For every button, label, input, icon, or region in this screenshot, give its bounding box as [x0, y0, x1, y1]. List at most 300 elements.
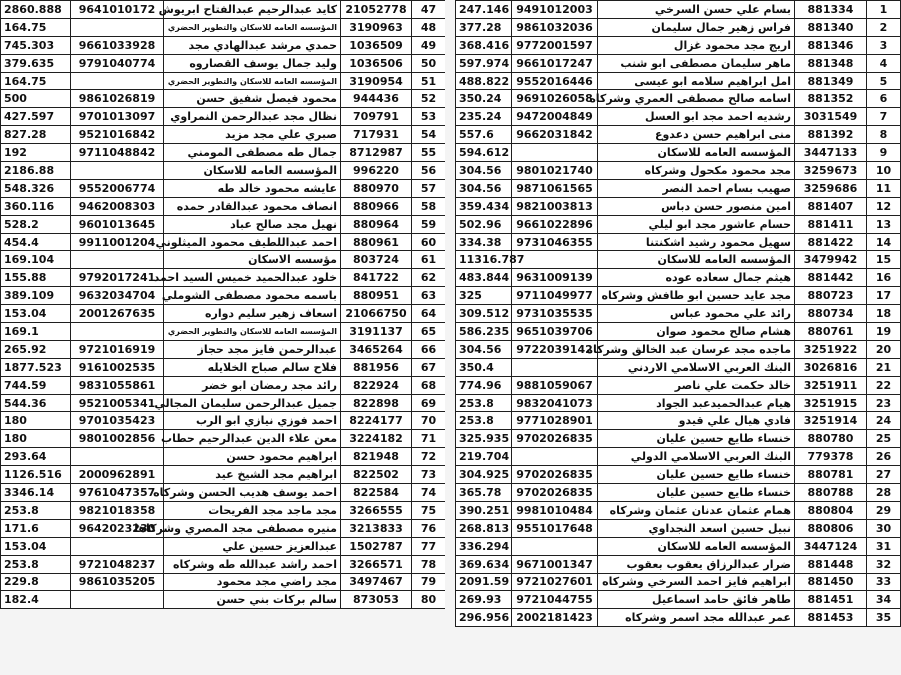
amount-cell: 483.844 [456, 269, 512, 287]
national-id-cell [71, 323, 164, 341]
national-id-cell: 9642023230 [71, 519, 164, 537]
code-cell: 880788 [795, 484, 867, 502]
table-row [456, 269, 901, 287]
serial-cell: 30 [867, 519, 901, 537]
code-cell: 3026816 [795, 358, 867, 376]
national-id-cell [512, 448, 598, 466]
code-cell: 881346 [795, 36, 867, 54]
national-id-cell [71, 591, 164, 609]
code-cell: 822898 [341, 394, 412, 412]
name-cell: باسمه محمود مصطفى الشوملي [164, 287, 341, 305]
table-row [456, 54, 901, 72]
national-id-cell [512, 358, 598, 376]
amount-cell: 180 [1, 412, 71, 430]
name-cell: رائد علي محمود عباس [598, 305, 795, 323]
name-cell: مجد محمود مكحول وشركاه [598, 162, 795, 180]
table-row [1, 448, 446, 466]
serial-cell: 15 [867, 251, 901, 269]
national-id-cell [71, 448, 164, 466]
code-cell: 822502 [341, 466, 412, 484]
code-cell: 3465264 [341, 340, 412, 358]
amount-cell: 325.935 [456, 430, 512, 448]
code-cell: 881956 [341, 358, 412, 376]
national-id-cell: 9881059067 [512, 376, 598, 394]
table-row [456, 197, 901, 215]
code-cell: 3447124 [795, 537, 867, 555]
serial-cell: 29 [867, 501, 901, 519]
national-id-cell: 9772001597 [512, 36, 598, 54]
table-row [1, 18, 446, 36]
amount-cell: 265.92 [1, 340, 71, 358]
national-id-cell [71, 537, 164, 555]
amount-cell: 309.512 [456, 305, 512, 323]
code-cell: 21052778 [341, 1, 412, 19]
name-cell: فلاح سالم صباح الخلايله [164, 358, 341, 376]
code-cell: 3266571 [341, 555, 412, 573]
table-row [456, 215, 901, 233]
code-cell: 880780 [795, 430, 867, 448]
national-id-cell: 9821018358 [71, 501, 164, 519]
serial-cell: 69 [412, 394, 446, 412]
name-cell: انصاف محمود عبدالقادر حمده [164, 197, 341, 215]
name-cell: ابراهيم مجد الشيخ عيد [164, 466, 341, 484]
code-cell: 3266555 [341, 501, 412, 519]
serial-cell: 66 [412, 340, 446, 358]
name-cell: البنك العربي الاسلامي الاردني [598, 358, 795, 376]
serial-cell: 31 [867, 537, 901, 555]
name-cell: المؤسسه العامه للاسكان [164, 162, 341, 180]
national-id-cell: 9831055861 [71, 376, 164, 394]
table-row [456, 323, 901, 341]
table-row [456, 72, 901, 90]
name-cell: محمود فيصل شفيق حسن [164, 90, 341, 108]
name-cell: فراس زهير جمال سليمان [598, 18, 795, 36]
national-id-cell: 9911001204 [71, 233, 164, 251]
code-cell: 996220 [341, 162, 412, 180]
table-row [456, 466, 901, 484]
name-cell: سهيل محمود رشيد اشكنتنا [598, 233, 795, 251]
serial-cell: 11 [867, 179, 901, 197]
amount-cell: 304.56 [456, 179, 512, 197]
table-row [1, 54, 446, 72]
code-cell: 3190954 [341, 72, 412, 90]
amount-cell: 325 [456, 287, 512, 305]
serial-cell: 50 [412, 54, 446, 72]
serial-cell: 22 [867, 376, 901, 394]
national-id-cell: 9861032036 [512, 18, 598, 36]
code-cell: 880970 [341, 179, 412, 197]
amount-cell: 502.96 [456, 215, 512, 233]
amount-cell: 359.434 [456, 197, 512, 215]
table-row [456, 501, 901, 519]
table-row [1, 126, 446, 144]
amount-cell: 169.104 [1, 251, 71, 269]
code-cell: 881392 [795, 126, 867, 144]
name-cell: عايشه محمود خالد طه [164, 179, 341, 197]
serial-cell: 53 [412, 108, 446, 126]
national-id-cell: 9702026835 [512, 484, 598, 502]
serial-cell: 77 [412, 537, 446, 555]
name-cell: خلود عبدالحميد خميس السيد احمد [164, 269, 341, 287]
code-cell: 881334 [795, 1, 867, 19]
table-row [456, 233, 901, 251]
serial-cell: 57 [412, 179, 446, 197]
amount-cell: 304.56 [456, 162, 512, 180]
national-id-cell: 9832041073 [512, 394, 598, 412]
national-id-cell: 9701035423 [71, 412, 164, 430]
name-cell: المؤسسه العامه للاسكان والتطوير الحضري [164, 18, 341, 36]
serial-cell: 70 [412, 412, 446, 430]
national-id-cell: 9821003813 [512, 197, 598, 215]
name-cell: احمد عبداللطيف محمود الميثلوني [164, 233, 341, 251]
serial-cell: 47 [412, 1, 446, 19]
table-row [456, 1, 901, 19]
table-row [456, 179, 901, 197]
table-row [1, 358, 446, 376]
serial-cell: 71 [412, 430, 446, 448]
name-cell: وليد جمال يوسف القصاروه [164, 54, 341, 72]
code-cell: 881352 [795, 90, 867, 108]
table-row [1, 233, 446, 251]
name-cell: هيام عبدالحميدعبد الجواد [598, 394, 795, 412]
serial-cell: 62 [412, 269, 446, 287]
code-cell: 3251914 [795, 412, 867, 430]
serial-cell: 72 [412, 448, 446, 466]
amount-cell: 594.612 [456, 144, 512, 162]
code-cell: 709791 [341, 108, 412, 126]
national-id-cell: 9861026819 [71, 90, 164, 108]
code-cell: 3251915 [795, 394, 867, 412]
serial-cell: 10 [867, 162, 901, 180]
national-id-cell: 9671001347 [512, 555, 598, 573]
table-row [456, 376, 901, 394]
name-cell: نظال مجد عبدالرحمن النمراوي [164, 108, 341, 126]
serial-cell: 28 [867, 484, 901, 502]
serial-cell: 52 [412, 90, 446, 108]
table-row [1, 591, 446, 609]
serial-cell: 65 [412, 323, 446, 341]
table-row [456, 340, 901, 358]
table-row [456, 251, 901, 269]
code-cell: 881442 [795, 269, 867, 287]
code-cell: 8712987 [341, 144, 412, 162]
name-cell: هيثم جمال سعاده عوده [598, 269, 795, 287]
code-cell: 3479942 [795, 251, 867, 269]
table-row [456, 90, 901, 108]
name-cell: المؤسسه العامه للاسكان [598, 144, 795, 162]
table-row [1, 376, 446, 394]
table-row [1, 323, 446, 341]
national-id-cell [71, 162, 164, 180]
national-id-cell: 9701013097 [71, 108, 164, 126]
serial-cell: 74 [412, 484, 446, 502]
serial-cell: 73 [412, 466, 446, 484]
serial-cell: 2 [867, 18, 901, 36]
table-row [456, 305, 901, 323]
national-id-cell [512, 144, 598, 162]
amount-cell: 336.294 [456, 537, 512, 555]
amount-cell: 377.28 [456, 18, 512, 36]
name-cell: مؤسسه الاسكان [164, 251, 341, 269]
national-id-cell: 9721016919 [71, 340, 164, 358]
name-cell: حمدي مرشد عبدالهادي مجد [164, 36, 341, 54]
code-cell: 881407 [795, 197, 867, 215]
name-cell: المؤسسه العامه للاسكان والتطوير الحضري [164, 323, 341, 341]
amount-cell: 827.28 [1, 126, 71, 144]
table-row [456, 358, 901, 376]
national-id-cell: 9661033928 [71, 36, 164, 54]
amount-cell: 235.24 [456, 108, 512, 126]
table-row [1, 215, 446, 233]
code-cell: 3190963 [341, 18, 412, 36]
serial-cell: 35 [867, 609, 901, 627]
serial-cell: 16 [867, 269, 901, 287]
amount-cell: 586.235 [456, 323, 512, 341]
table-row [1, 430, 446, 448]
code-cell: 717931 [341, 126, 412, 144]
serial-cell: 7 [867, 108, 901, 126]
table-row [1, 340, 446, 358]
amount-cell: 744.59 [1, 376, 71, 394]
serial-cell: 5 [867, 72, 901, 90]
serial-cell: 76 [412, 519, 446, 537]
code-cell: 1036509 [341, 36, 412, 54]
national-id-cell: 9462008303 [71, 197, 164, 215]
name-cell: سالم بركات بني حسن [164, 591, 341, 609]
serial-cell: 63 [412, 287, 446, 305]
national-id-cell: 9861035205 [71, 573, 164, 591]
national-id-cell [512, 251, 598, 269]
amount-cell: 390.251 [456, 501, 512, 519]
table-row [1, 573, 446, 591]
serial-cell: 6 [867, 90, 901, 108]
table-right-body [456, 1, 901, 627]
national-id-cell: 9711049977 [512, 287, 598, 305]
table-row [1, 287, 446, 305]
amount-cell: 2860.888 [1, 1, 71, 19]
table-row [456, 537, 901, 555]
table-row [456, 144, 901, 162]
national-id-cell: 9552016446 [512, 72, 598, 90]
name-cell: بسام علي حسن السرخي [598, 1, 795, 19]
table-row [456, 18, 901, 36]
amount-cell: 268.813 [456, 519, 512, 537]
code-cell: 881340 [795, 18, 867, 36]
national-id-cell: 9521005341 [71, 394, 164, 412]
name-cell: امين منصور حسن دباس [598, 197, 795, 215]
table-row [1, 466, 446, 484]
serial-cell: 48 [412, 18, 446, 36]
amount-cell: 11316.787 [456, 251, 512, 269]
code-cell: 881348 [795, 54, 867, 72]
national-id-cell [512, 537, 598, 555]
amount-cell: 544.36 [1, 394, 71, 412]
amount-cell: 182.4 [1, 591, 71, 609]
serial-cell: 24 [867, 412, 901, 430]
name-cell: صهيب بسام احمد النصر [598, 179, 795, 197]
code-cell: 821948 [341, 448, 412, 466]
code-cell: 841722 [341, 269, 412, 287]
national-id-cell: 9691026058 [512, 90, 598, 108]
code-cell: 880804 [795, 501, 867, 519]
national-id-cell: 9731035535 [512, 305, 598, 323]
amount-cell: 528.2 [1, 215, 71, 233]
table-row [456, 36, 901, 54]
national-id-cell: 9662031842 [512, 126, 598, 144]
name-cell: ابراهيم فايز احمد السرخي وشركاه [598, 573, 795, 591]
table-row [1, 90, 446, 108]
amount-cell: 247.146 [456, 1, 512, 19]
code-cell: 779378 [795, 448, 867, 466]
name-cell: ضرار عبدالرزاق يعقوب بعقوب [598, 555, 795, 573]
amount-cell: 379.635 [1, 54, 71, 72]
amount-cell: 155.88 [1, 269, 71, 287]
name-cell: منيره مصطفى مجد المصري وشركاها [164, 519, 341, 537]
code-cell: 8224177 [341, 412, 412, 430]
serial-cell: 78 [412, 555, 446, 573]
national-id-cell [71, 251, 164, 269]
national-id-cell: 9702026835 [512, 466, 598, 484]
amount-cell: 597.974 [456, 54, 512, 72]
table-row [1, 251, 446, 269]
national-id-cell: 9631009139 [512, 269, 598, 287]
table-right [455, 0, 901, 627]
amount-cell: 350.4 [456, 358, 512, 376]
name-cell: البنك العربي الاسلامي الدولي [598, 448, 795, 466]
name-cell: المؤسسه العامه للاسكان [598, 537, 795, 555]
name-cell: المؤسسه العامه للاسكان [598, 251, 795, 269]
code-cell: 881411 [795, 215, 867, 233]
amount-cell: 304.56 [456, 340, 512, 358]
serial-cell: 33 [867, 573, 901, 591]
name-cell: حسام عاشور مجد ابو ليلي [598, 215, 795, 233]
amount-cell: 1126.516 [1, 466, 71, 484]
code-cell: 881453 [795, 609, 867, 627]
name-cell: مجد راضي مجد محمود [164, 573, 341, 591]
amount-cell: 2091.59 [456, 573, 512, 591]
table-row [456, 394, 901, 412]
name-cell: رشديه احمد مجد ابو العسل [598, 108, 795, 126]
national-id-cell: 9871061565 [512, 179, 598, 197]
amount-cell: 454.4 [1, 233, 71, 251]
serial-cell: 14 [867, 233, 901, 251]
national-id-cell: 9791040774 [71, 54, 164, 72]
amount-cell: 269.93 [456, 591, 512, 609]
table-row [456, 573, 901, 591]
name-cell: اريج مجد محمود غزال [598, 36, 795, 54]
table-row [1, 484, 446, 502]
code-cell: 880734 [795, 305, 867, 323]
code-cell: 881448 [795, 555, 867, 573]
serial-cell: 21 [867, 358, 901, 376]
amount-cell: 253.8 [456, 412, 512, 430]
code-cell: 3191137 [341, 323, 412, 341]
amount-cell: 169.1 [1, 323, 71, 341]
serial-cell: 54 [412, 126, 446, 144]
code-cell: 881349 [795, 72, 867, 90]
national-id-cell: 9711048842 [71, 144, 164, 162]
name-cell: عبدالعزيز حسين علي [164, 537, 341, 555]
code-cell: 3213833 [341, 519, 412, 537]
name-cell: ماجده مجد عرسان عبد الخالق وشركاه [598, 340, 795, 358]
code-cell: 3497467 [341, 573, 412, 591]
amount-cell: 164.75 [1, 18, 71, 36]
national-id-cell: 9161002535 [71, 358, 164, 376]
amount-cell: 368.416 [456, 36, 512, 54]
name-cell: طاهر فائق حامد اسماعيل [598, 591, 795, 609]
table-row [456, 448, 901, 466]
amount-cell: 3346.14 [1, 484, 71, 502]
name-cell: هشام صالح محمود صوان [598, 323, 795, 341]
name-cell: جميل عبدالرحمن سليمان المجالي [164, 394, 341, 412]
name-cell: منى ابراهيم حسن دعدوع [598, 126, 795, 144]
code-cell: 880723 [795, 287, 867, 305]
code-cell: 881450 [795, 573, 867, 591]
serial-cell: 17 [867, 287, 901, 305]
amount-cell: 153.04 [1, 537, 71, 555]
national-id-cell: 9551017648 [512, 519, 598, 537]
name-cell: اسعاف زهير سليم دواره [164, 305, 341, 323]
table-row [456, 162, 901, 180]
national-id-cell: 9491012003 [512, 1, 598, 19]
name-cell: احمد فوزي نيازي ابو الرب [164, 412, 341, 430]
code-cell: 880966 [341, 197, 412, 215]
national-id-cell: 9601013645 [71, 215, 164, 233]
name-cell: احمد يوسف هديب الحسن وشركاه [164, 484, 341, 502]
amount-cell: 360.116 [1, 197, 71, 215]
serial-cell: 26 [867, 448, 901, 466]
code-cell: 822924 [341, 376, 412, 394]
code-cell: 880761 [795, 323, 867, 341]
serial-cell: 32 [867, 555, 901, 573]
code-cell: 3447133 [795, 144, 867, 162]
national-id-cell: 9651039706 [512, 323, 598, 341]
name-cell: احمد راشد عبدالله طه وشركاه [164, 555, 341, 573]
serial-cell: 55 [412, 144, 446, 162]
name-cell: عمر عبدالله مجد اسمر وشركاه [598, 609, 795, 627]
amount-cell: 350.24 [456, 90, 512, 108]
national-id-cell [71, 72, 164, 90]
name-cell: مجد عايد حسين ابو طافش وشركاه [598, 287, 795, 305]
amount-cell: 153.04 [1, 305, 71, 323]
amount-cell: 427.597 [1, 108, 71, 126]
national-id-cell: 2001267635 [71, 305, 164, 323]
serial-cell: 9 [867, 144, 901, 162]
table-row [456, 287, 901, 305]
serial-cell: 4 [867, 54, 901, 72]
amount-cell: 229.8 [1, 573, 71, 591]
amount-cell: 557.6 [456, 126, 512, 144]
amount-cell: 304.925 [456, 466, 512, 484]
table-row [1, 519, 446, 537]
amount-cell: 293.64 [1, 448, 71, 466]
amount-cell: 253.8 [1, 555, 71, 573]
amount-cell: 219.704 [456, 448, 512, 466]
table-row [456, 555, 901, 573]
name-cell: كايد عبدالرحيم عبدالفتاح ابريوش [164, 1, 341, 19]
serial-cell: 60 [412, 233, 446, 251]
code-cell: 1502787 [341, 537, 412, 555]
table-row [456, 126, 901, 144]
serial-cell: 80 [412, 591, 446, 609]
code-cell: 944436 [341, 90, 412, 108]
serial-cell: 51 [412, 72, 446, 90]
amount-cell: 334.38 [456, 233, 512, 251]
national-id-cell: 9801021740 [512, 162, 598, 180]
code-cell: 3251922 [795, 340, 867, 358]
code-cell: 880964 [341, 215, 412, 233]
amount-cell: 253.8 [1, 501, 71, 519]
